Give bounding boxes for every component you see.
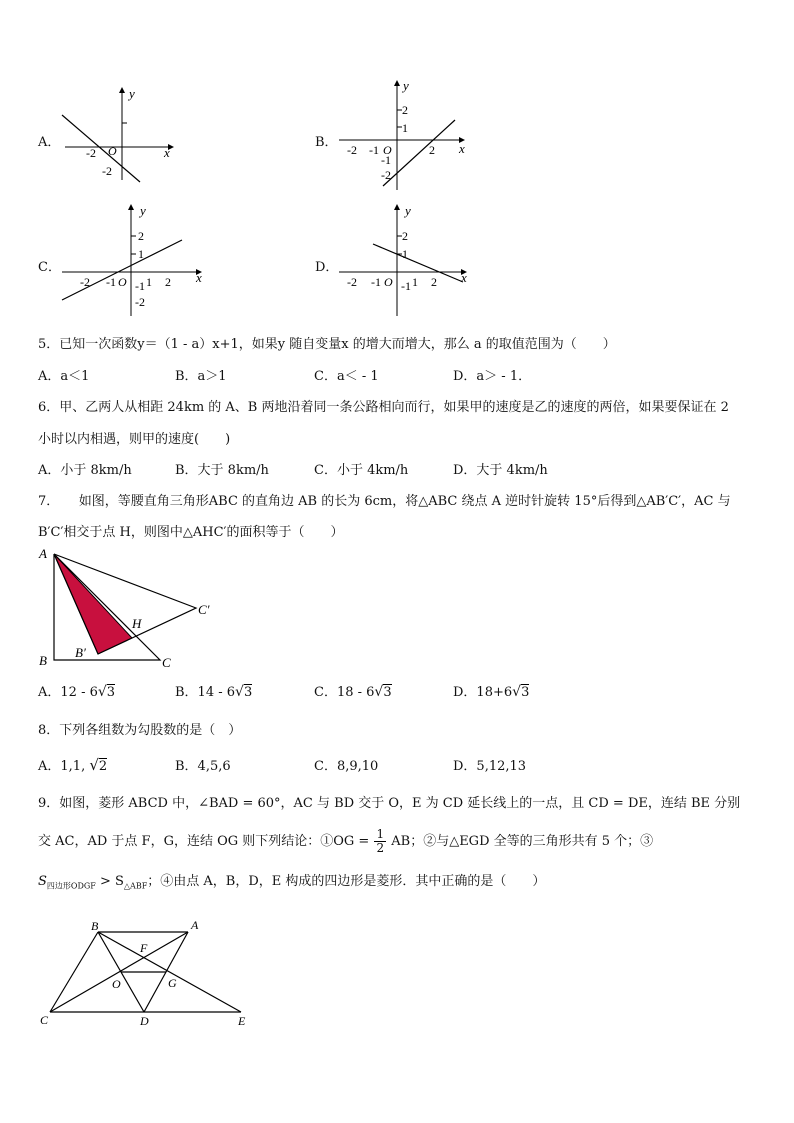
svg-text:x: x xyxy=(196,270,202,285)
svg-text:-1: -1 xyxy=(371,275,381,289)
svg-text:1: 1 xyxy=(402,121,408,135)
q6-line1: 6．甲、乙两人从相距 24km 的 A、B 两地沿着同一条公路相向而行，如果甲的速度是乙的速度的两倍，如果要保证在 2 xyxy=(38,400,729,415)
svg-text:G: G xyxy=(168,976,177,990)
q5-stem: 5．已知一次函数y＝（1 - a）x+1，如果y 随自变量x 的增大而增大，那么 a 的取值范围为（ ） xyxy=(38,337,616,352)
svg-text:2: 2 xyxy=(431,275,437,289)
graph-a xyxy=(60,85,180,185)
svg-text:1: 1 xyxy=(146,275,152,289)
q7-option-b[interactable]: B．14 - 6√3 xyxy=(175,684,253,700)
svg-text:D: D xyxy=(140,1014,149,1028)
svg-text:B: B xyxy=(39,653,47,668)
svg-text:-1: -1 xyxy=(401,279,411,293)
q6-option-d[interactable]: D．大于 4km/h xyxy=(453,463,548,478)
svg-text:y: y xyxy=(403,78,409,93)
svg-text:y: y xyxy=(129,86,135,101)
graph-d xyxy=(335,202,475,320)
q8-option-d[interactable]: D．5,12,13 xyxy=(453,759,527,774)
svg-text:1: 1 xyxy=(138,247,144,261)
svg-text:-2: -2 xyxy=(381,168,391,182)
svg-text:-2: -2 xyxy=(347,275,357,289)
svg-text:O: O xyxy=(118,275,127,289)
q8-option-c[interactable]: C．8,9,10 xyxy=(314,759,379,774)
q9-line1: 9．如图，菱形 ABCD 中，∠BAD = 60°，AC 与 BD 交于 O，E 为 CD 延长线上的一点，且 CD = DE，连结 BE 分别 xyxy=(38,796,741,811)
q5-option-d[interactable]: D．a＞ - 1． xyxy=(453,369,532,384)
svg-text:1: 1 xyxy=(402,247,408,261)
svg-text:2: 2 xyxy=(402,103,408,117)
svg-text:A: A xyxy=(39,546,47,561)
svg-text:B′: B′ xyxy=(75,645,86,660)
svg-text:B: B xyxy=(91,919,99,933)
q5-option-a[interactable]: A．a＜1 xyxy=(38,369,90,384)
graph-d-label: D． xyxy=(315,260,339,275)
svg-text:-2: -2 xyxy=(135,295,145,309)
q7-line2: B′C′相交于点 H，则图中△AHC′的面积等于（ ） xyxy=(38,525,344,540)
svg-text:C: C xyxy=(40,1013,49,1027)
svg-text:C′: C′ xyxy=(198,602,210,617)
svg-text:y: y xyxy=(405,203,411,218)
svg-text:-2: -2 xyxy=(102,164,112,178)
q5-option-c[interactable]: C．a＜ - 1 xyxy=(314,369,379,384)
svg-text:-1: -1 xyxy=(381,153,391,167)
q9-line2: 交 AC，AD 于点 F，G，连结 OG 则下列结论：①OG = $\frac{1}{2}$ AB；②与△EGD 全等的三角形共有 5 个；③ xyxy=(38,827,654,855)
q8-option-b[interactable]: B．4,5,6 xyxy=(175,759,231,774)
svg-text:H: H xyxy=(132,616,142,631)
svg-text:y: y xyxy=(140,203,146,218)
q6-line2: 小时以内相遇，则甲的速度( ) xyxy=(38,432,231,447)
q6-option-b[interactable]: B．大于 8km/h xyxy=(175,463,269,478)
svg-text:O: O xyxy=(384,275,393,289)
svg-text:2: 2 xyxy=(138,229,144,243)
q7-figure xyxy=(34,544,224,674)
graph-a-label: A． xyxy=(38,135,61,150)
svg-text:x: x xyxy=(459,141,465,156)
svg-text:F: F xyxy=(140,941,148,955)
svg-text:-2: -2 xyxy=(347,143,357,157)
svg-text:-1: -1 xyxy=(106,275,116,289)
svg-text:1: 1 xyxy=(412,275,418,289)
q7-option-a[interactable]: A．12 - 6√3 xyxy=(38,684,116,700)
q7-line1: 7． 如图，等腰直角三角形ABC 的直角边 AB 的长为 6cm，将△ABC 绕点 A 逆时针旋转 15°后得到△AB′C′，AC 与 xyxy=(38,494,731,509)
svg-text:O: O xyxy=(112,977,121,991)
q6-option-a[interactable]: A．小于 8km/h xyxy=(38,463,132,478)
q8-option-a[interactable]: A．1,1, √2 xyxy=(38,756,108,774)
q9-figure xyxy=(36,912,266,1032)
graph-b xyxy=(335,78,475,196)
q7-option-c[interactable]: C．18 - 6√3 xyxy=(314,684,392,700)
svg-text:-1: -1 xyxy=(135,279,145,293)
svg-text:C: C xyxy=(162,655,171,670)
q8-stem: 8．下列各组数为勾股数的是（ ） xyxy=(38,723,242,738)
svg-text:2: 2 xyxy=(429,143,435,157)
graph-c-label: C． xyxy=(38,260,61,275)
q6-option-c[interactable]: C．小于 4km/h xyxy=(314,463,409,478)
graph-b-label: B． xyxy=(315,135,338,150)
svg-text:O: O xyxy=(383,143,392,157)
svg-text:A: A xyxy=(191,918,199,932)
svg-text:-2: -2 xyxy=(80,275,90,289)
q9-line3: $S_{四边形ODGF} > S_{\triangle ABF}$；④由点 A，B，D，E 构成的四边形是菱形．其中正确的是（ ） xyxy=(38,874,546,891)
graph-c xyxy=(58,202,208,320)
svg-text:-1: -1 xyxy=(369,143,379,157)
svg-text:x: x xyxy=(164,145,170,160)
svg-text:O: O xyxy=(108,144,117,158)
svg-text:x: x xyxy=(461,270,467,285)
svg-text:-2: -2 xyxy=(86,146,96,160)
svg-text:2: 2 xyxy=(402,229,408,243)
svg-text:E: E xyxy=(238,1014,246,1028)
q5-option-b[interactable]: B．a＞1 xyxy=(175,369,227,384)
svg-text:2: 2 xyxy=(165,275,171,289)
q7-option-d[interactable]: D．18+6√3 xyxy=(453,684,530,700)
